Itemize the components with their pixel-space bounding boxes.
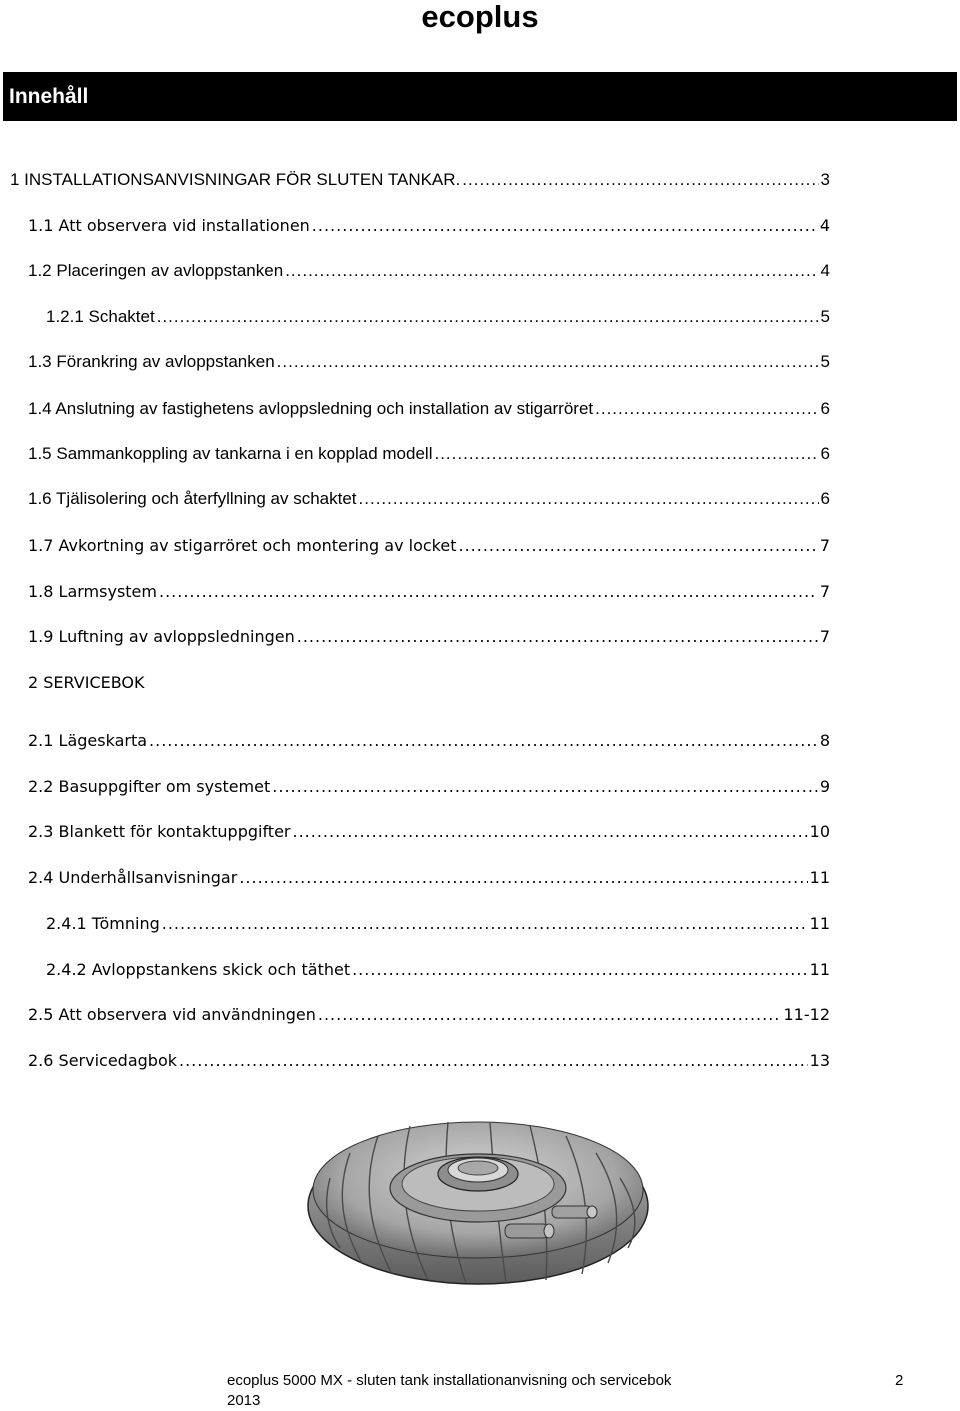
- toc-entry-label: 1 INSTALLATIONSANVISNINGAR FÖR SLUTEN TANKAR.: [10, 170, 461, 189]
- toc-entry[interactable]: [46, 912, 830, 936]
- toc-leader: [157, 305, 819, 329]
- toc-entry-page: 11: [809, 868, 830, 887]
- toc-leader: [312, 214, 818, 238]
- toc-entry-label: 1.1 Att observera vid installationen: [28, 216, 310, 235]
- toc-entry-page: 11: [809, 960, 830, 979]
- toc-entry-page: 13: [809, 1051, 830, 1070]
- page-number: 2: [895, 1372, 904, 1389]
- toc-entry[interactable]: [28, 397, 830, 421]
- toc-entry-label: 1.6 Tjälisolering och återfyllning av schaktet: [28, 489, 357, 508]
- toc-leader: [352, 958, 808, 982]
- toc-leader: [159, 580, 818, 604]
- toc-leader: [595, 397, 818, 421]
- toc-entry-label: 2.4.2 Avloppstankens skick och täthet: [46, 960, 351, 979]
- septic-tank-illustration: [300, 1108, 660, 1290]
- toc-entry[interactable]: [28, 625, 830, 649]
- toc-leader: [462, 168, 818, 192]
- toc-entry-page: 3: [820, 170, 830, 189]
- toc-entry-label: 1.2 Placeringen av avloppstanken: [28, 261, 284, 280]
- toc-entry-page: 6: [820, 489, 830, 508]
- toc-entry[interactable]: [28, 259, 830, 283]
- toc-entry-page: 8: [819, 731, 830, 750]
- toc-entry[interactable]: [10, 168, 830, 192]
- toc-entry-page: 5: [820, 352, 830, 371]
- toc-leader: [434, 442, 818, 466]
- brand-title: ecoplus: [421, 0, 539, 34]
- toc-entry-page: 9: [819, 777, 830, 796]
- toc-entry-page: 5: [820, 307, 830, 326]
- toc-leader: [458, 534, 817, 558]
- toc-leader: [239, 866, 807, 890]
- toc-entry[interactable]: [46, 305, 830, 329]
- toc-entry[interactable]: [28, 866, 830, 890]
- toc-entry-label: 1.9 Luftning av avloppsledningen: [28, 627, 295, 646]
- toc-entry-label: 1.3 Förankring av avloppstanken: [28, 352, 275, 371]
- toc-entry-page: 4: [820, 261, 830, 280]
- toc-leader: [179, 1049, 808, 1073]
- toc-entry-label: 1.8 Larmsystem: [28, 582, 157, 601]
- toc-leader: [162, 912, 808, 936]
- toc-entry-label: 1.5 Sammankoppling av tankarna i en kopplad modell: [28, 444, 433, 463]
- toc-entry[interactable]: [28, 729, 830, 753]
- toc-entry-page: 4: [819, 216, 830, 235]
- toc-entry-label: 2.3 Blankett för kontaktuppgifter: [28, 822, 291, 841]
- toc-entry-label: 1.2.1 Schaktet: [46, 307, 155, 326]
- toc-leader: [277, 350, 819, 374]
- toc-entry[interactable]: [28, 580, 830, 604]
- toc-entry[interactable]: [28, 214, 830, 238]
- toc-entry[interactable]: [46, 958, 830, 982]
- toc-entry[interactable]: [28, 534, 830, 558]
- toc-leader: [293, 820, 808, 844]
- toc-entry-page: 6: [820, 399, 830, 418]
- toc-entry-label: 2.6 Servicedagbok: [28, 1051, 177, 1070]
- toc-entry-label: 2.1 Lägeskarta: [28, 731, 148, 750]
- toc-entry[interactable]: [28, 820, 830, 844]
- toc-leader: [272, 775, 818, 799]
- toc-entry-page: 7: [819, 582, 830, 601]
- toc-leader: [297, 625, 818, 649]
- toc-entry-page: 11: [809, 914, 830, 933]
- toc-entry[interactable]: [28, 442, 830, 466]
- toc-entry-page: 6: [820, 444, 830, 463]
- toc-entry[interactable]: [28, 1049, 830, 1073]
- toc-entry-page: 7: [819, 536, 830, 555]
- toc-entry-label: 1.4 Anslutning av fastighetens avloppsledning och installation av stigarröret: [28, 399, 594, 418]
- toc-leader: [149, 729, 818, 753]
- toc-heading[interactable]: [28, 671, 830, 695]
- toc-entry-page: 7: [819, 627, 830, 646]
- footer-text: ecoplus 5000 MX - sluten tank installationanvisning och servicebok 2013: [227, 1372, 672, 1409]
- toc-entry-label: 2.2 Basuppgifter om systemet: [28, 777, 271, 796]
- toc-entry-label: 2.5 Att observera vid användningen: [28, 1005, 316, 1024]
- toc-entry[interactable]: [28, 487, 830, 511]
- toc-leader: [359, 487, 819, 511]
- section-title: Innehåll: [9, 85, 89, 108]
- toc-entry-label: 2.4 Underhållsanvisningar: [28, 868, 238, 887]
- toc-entry-label: 2.4.1 Tömning: [46, 914, 160, 933]
- toc-entry-page: 11-12: [783, 1005, 830, 1024]
- toc-entry-page: 10: [809, 822, 830, 841]
- toc-entry[interactable]: [28, 350, 830, 374]
- toc-entry-label: 1.7 Avkortning av stigarröret och montering av locket: [28, 536, 457, 555]
- toc-entry[interactable]: [28, 775, 830, 799]
- toc-heading-label: 2 SERVICEBOK: [28, 673, 145, 692]
- toc-entry[interactable]: [28, 1003, 830, 1027]
- toc-leader: [318, 1003, 782, 1027]
- toc-leader: [285, 259, 818, 283]
